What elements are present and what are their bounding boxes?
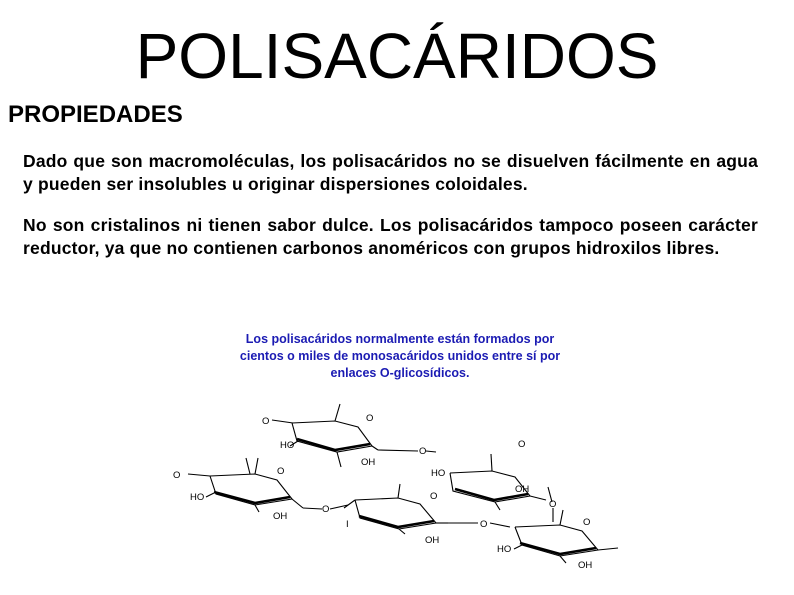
oxygen-label: O bbox=[480, 519, 488, 530]
hydroxyl-fragment: I bbox=[346, 519, 349, 530]
hydroxyl-label: OH bbox=[425, 535, 440, 546]
hydroxyl-label: OH bbox=[273, 511, 288, 522]
section-heading: PROPIEDADES bbox=[8, 101, 183, 128]
oxygen-label: O bbox=[518, 439, 526, 450]
paragraph-properties: No son cristalinos ni tienen sabor dulce. Los polisacáridos tampoco poseen carácter reductor, ya que no contienen carbonos anoméricos con grupos hidroxilos libres. bbox=[23, 215, 758, 258]
hydroxyl-label: OH bbox=[361, 457, 376, 468]
paragraph-solubility: Dado que son macromoléculas, los polisacáridos no se disuelven fácilmente en agua y pueden ser insolubles u originar dispersiones coloidales. bbox=[23, 151, 758, 194]
caption-line: enlaces O-glicosídicos. bbox=[330, 366, 470, 380]
hydroxyl-label: HO bbox=[497, 544, 512, 555]
hydroxyl-label: HO bbox=[431, 468, 446, 479]
oxygen-label: O bbox=[430, 491, 438, 502]
oxygen-label: O bbox=[322, 504, 330, 515]
oxygen-label: O bbox=[277, 466, 285, 477]
oxygen-label: O bbox=[366, 413, 374, 424]
oxygen-label: O bbox=[262, 416, 270, 427]
oxygen-label: O bbox=[583, 517, 591, 528]
page-title: POLISACÁRIDOS bbox=[135, 20, 659, 92]
oxygen-label: O bbox=[549, 499, 557, 510]
caption-line: cientos o miles de monosacáridos unidos entre sí por bbox=[239, 349, 561, 363]
hydroxyl-label: OH bbox=[578, 560, 593, 571]
hydroxyl-label: OH bbox=[515, 484, 530, 495]
hydroxyl-label: HO bbox=[280, 440, 295, 451]
oxygen-label: O bbox=[419, 446, 427, 457]
caption-line: Los polisacáridos normalmente están formados por bbox=[245, 332, 555, 346]
oxygen-label: O bbox=[173, 470, 181, 481]
hydroxyl-label: HO bbox=[190, 492, 205, 503]
